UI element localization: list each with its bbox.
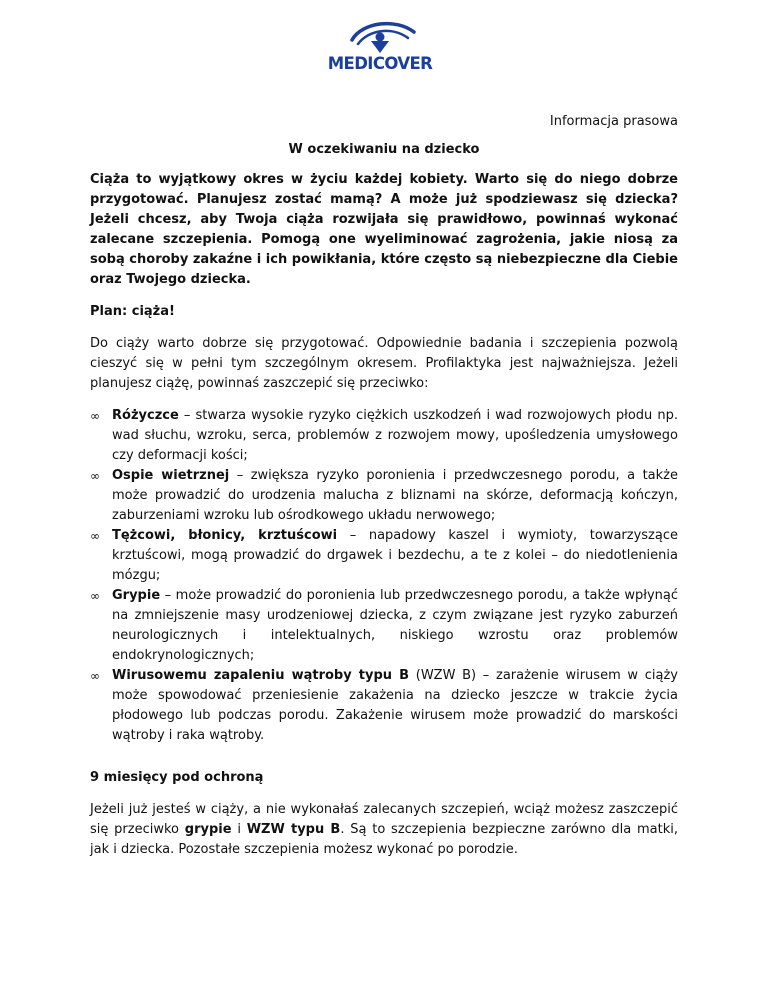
paragraph-text: Jeżeli już jesteś w ciąży, a nie wykonałaś zalecanych szczepień, wciąż możesz zaszczepić się przeciwko [90,802,678,837]
list-item-text: (WZW B) – zarażenie wirusem w ciąży może spowodować przeniesienie zakażenia na dziecko jeszcze w trakcie życia płodowego lub podczas porodu. Zakażenie wirusem może prowadzić do marskości wątroby i raka wątroby. [112,668,678,743]
list-item-term: Ospie wietrznej [112,468,230,483]
list-item [90,526,678,586]
section-heading-protection: 9 miesięcy pod ochroną [90,770,264,785]
logo-wordmark: MEDICOVER [327,54,433,73]
list-item-term: Różyczce [112,408,179,423]
infinity-bullet-icon: ∞ [90,529,100,543]
press-release-body [90,112,678,872]
medicover-emblem-icon [322,14,438,56]
list-item-term: Grypie [112,588,161,603]
list-item-text: – zwiększa ryzyko poronienia i przedwczesnego porodu, a także może prowadzić do urodzenia malucha z bliznami na skórze, deformacją kończyn, zaburzeniami wzroku lub ośrodkowego układu nerwowego; [112,468,678,523]
paragraph-text: i [231,822,247,837]
medicover-logo [322,14,438,74]
infinity-bullet-icon: ∞ [90,589,100,603]
list-item-text: – stwarza wysokie ryzyko ciężkich uszkodzeń i wad rozwojowych płodu np. wad słuchu, wzroku, serca, problemów z rozwojem mowy, upośledzenia umysłowego czy deformacji kości; [112,408,678,463]
list-item [90,406,678,466]
infinity-bullet-icon: ∞ [90,669,100,683]
term-grypie: grypie [184,822,232,837]
list-item [90,466,678,526]
press-release-label: Informacja prasowa [549,114,678,129]
section-heading-plan: Plan: ciąża! [90,304,175,319]
intro-paragraph: Do ciąży warto dobrze się przygotować. Odpowiednie badania i szczepienia pozwolą cieszyć się w pełni tym szczególnym okresem. Profilaktyka jest najważniejsza. Jeżeli planujesz ciążę, powinnaś zaszczepić się przeciwko: [90,336,678,391]
list-item-text: – może prowadzić do poronienia lub przedwczesnego porodu, a także wpłynąć na zmniejszenie masy urodzeniowej dziecka, z czym związane jest ryzyko zaburzeń neurologicznych i intelektualnych, niskiego wzrostu oraz problemów endokrynologicznych; [112,588,678,663]
infinity-bullet-icon: ∞ [90,409,100,423]
lead-paragraph: Ciąża to wyjątkowy okres w życiu każdej kobiety. Warto się do niego dobrze przygotować. Planujesz zostać mamą? A może już spodziewasz się dziecka? Jeżeli chcesz, aby Twoja ciąża rozwijała się prawidłowo, powinnaś wykonać zalecane szczepienia. Pomogą one wyeliminować zagrożenia, jakie niosą za sobą choroby zakaźne i ich powikłania, które często są niebezpieczne dla Ciebie oraz Twojego dziecka. [90,172,678,287]
list-item-term: Tężcowi, błonicy, krztuścowi [112,528,338,543]
term-wzw: WZW typu B [246,822,341,837]
paragraph-text: . Są to szczepienia bezpieczne zarówno dla matki, jak i dziecka. Pozostałe szczepienia możesz wykonać po porodzie. [90,822,678,857]
document-title: W oczekiwaniu na dziecko [288,142,480,157]
list-item [90,666,678,746]
list-item [90,586,678,666]
list-item-term: Wirusowemu zapaleniu wątroby typu B [112,668,410,683]
infinity-bullet-icon: ∞ [90,469,100,483]
list-item-text: – napadowy kaszel i wymioty, towarzyszące krztuścowi, mogą prowadzić do drgawek i bezdechu, a te z kolei – do niedotlenienia mózgu; [112,528,678,583]
protection-paragraph [90,800,678,860]
vaccination-list [90,406,678,746]
